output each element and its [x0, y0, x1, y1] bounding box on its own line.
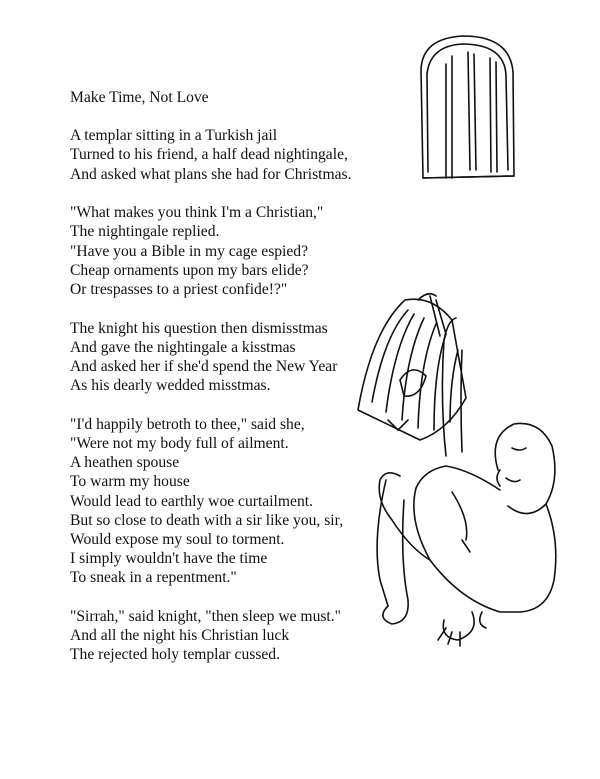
poem-line: "Were not my body full of ailment. — [70, 435, 289, 453]
poem-line: Cheap ornaments upon my bars elide? — [70, 261, 309, 279]
poem-line: To sneak in a repentment." — [70, 569, 237, 587]
poem-line: But so close to death with a sir like you, sir, — [70, 511, 344, 529]
poem-line: I simply wouldn't have the time — [70, 550, 268, 568]
poem-title: Make Time, Not Love — [70, 89, 209, 106]
stanza-3 — [70, 319, 370, 396]
stanza-4 — [70, 415, 370, 588]
poem-line: A templar sitting in a Turkish jail — [70, 127, 278, 145]
poem-line: The nightingale replied. — [70, 223, 220, 241]
poem-line: "Have you a Bible in my cage espied? — [70, 242, 309, 260]
poem-line: The rejected holy templar cussed. — [70, 646, 280, 664]
poem-line: The knight his question then dismisstmas — [70, 319, 328, 337]
poem-line: A heathen spouse — [70, 454, 180, 472]
stanza-5 — [70, 607, 370, 665]
poem-line: To warm my house — [70, 473, 190, 491]
barred-window-icon — [421, 36, 514, 178]
poem — [70, 88, 370, 684]
poem-line: Would expose my soul to torment. — [70, 531, 285, 549]
poem-line: "Sirrah," said knight, "then sleep we must." — [70, 608, 342, 626]
poem-line: "What makes you think I'm a Christian," — [70, 204, 324, 222]
birdcage-icon — [358, 294, 466, 440]
poem-line: Would lead to earthly woe curtailment. — [70, 492, 313, 510]
stanza-2 — [70, 203, 370, 299]
poem-line: "I'd happily betroth to thee," said she, — [70, 415, 305, 433]
poem-line: Turned to his friend, a half dead nightingale, — [70, 146, 348, 164]
templar-figure-icon — [377, 318, 556, 646]
poem-line: And asked what plans she had for Christmas. — [70, 165, 352, 183]
poem-line: And all the night his Christian luck — [70, 627, 290, 645]
poem-line: Or trespasses to a priest confide!?" — [70, 281, 288, 299]
poem-line: And asked her if she'd spend the New Year — [70, 358, 338, 376]
poem-line: And gave the nightingale a kisstmas — [70, 338, 296, 356]
stanza-1 — [70, 126, 370, 184]
poem-line: As his dearly wedded misstmas. — [70, 377, 271, 395]
